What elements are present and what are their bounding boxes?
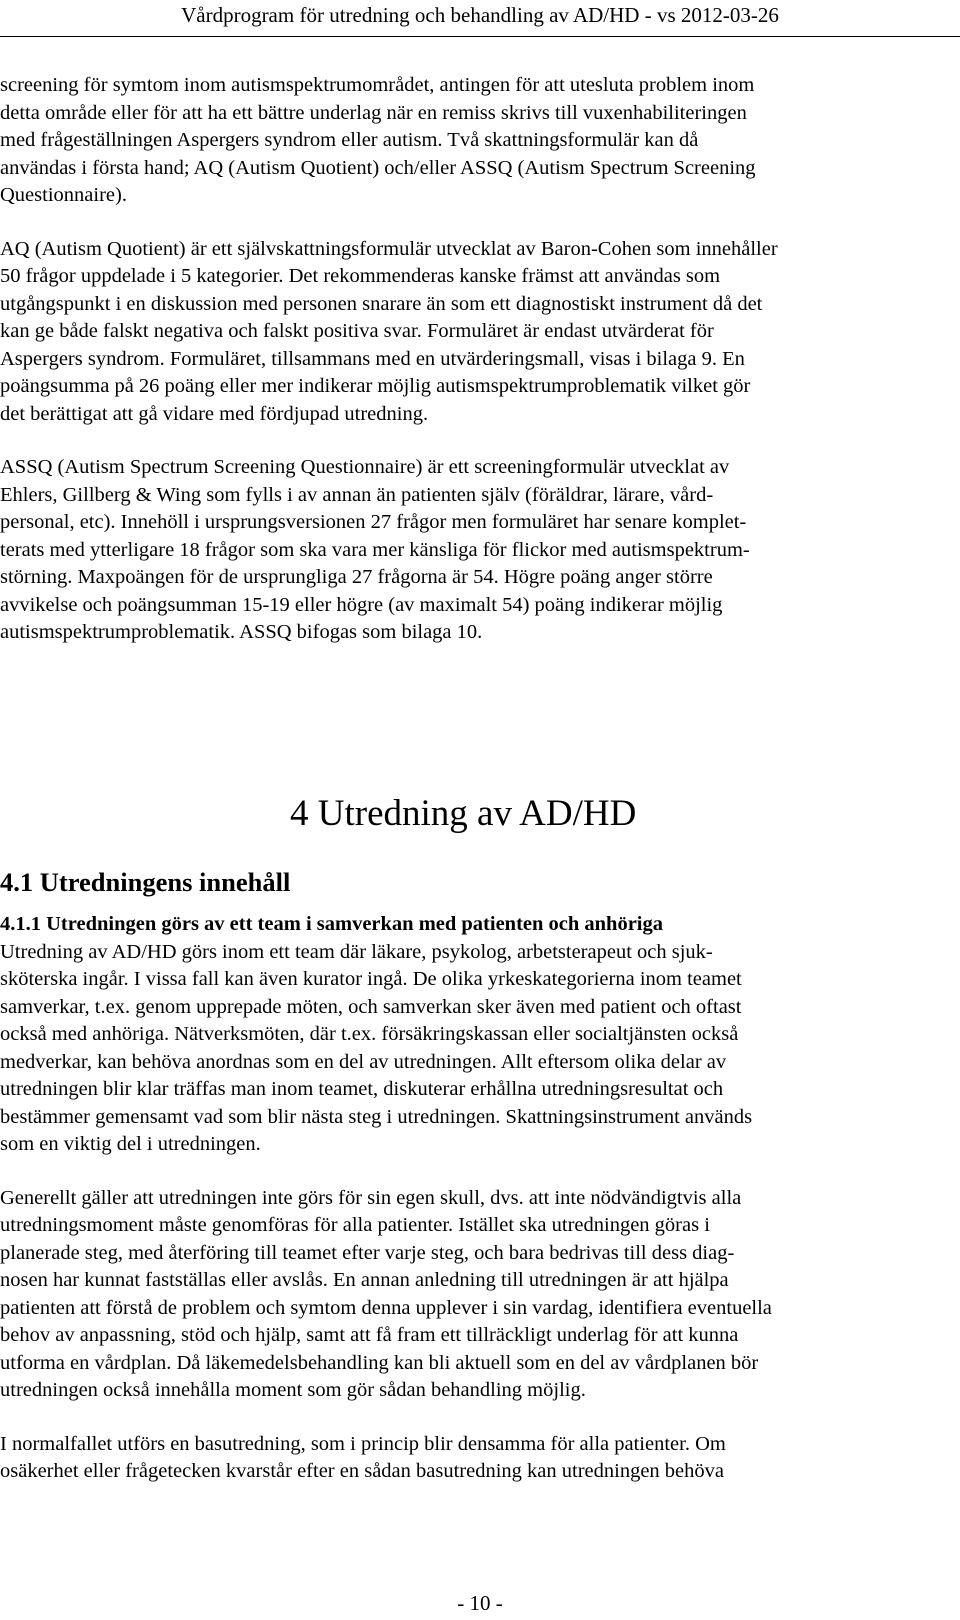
text-line: det berättigat att gå vidare med fördjupad utredning. [0,402,429,425]
page-number: - 10 - [457,1591,503,1615]
body-text-top [0,72,960,673]
text-line: bestämmer gemensamt vad som blir nästa steg i utredningen. Skattningsinstrument används [0,1105,753,1128]
text-line: Generellt gäller att utredningen inte görs för sin egen skull, dvs. att inte nödvändigtvis alla [0,1186,742,1209]
text-line: Ehlers, Gillberg & Wing som fylls i av annan än patienten själv (föräldrar, lärare, vård- [0,483,714,506]
header-rule [0,36,960,37]
text-line: utredningsmoment måste genomföras för alla patienter. Istället ska utredningen göras i [0,1214,710,1236]
text-line: Questionnaire). [0,184,127,206]
text-line: störning. Maxpoängen för de ursprungliga 27 frågorna är 54. Högre poäng anger större [0,566,713,588]
chapter-title: 4 Utredning av AD/HD [290,793,637,834]
text-line: terats med ytterligare 18 frågor som ska vara mer känsliga för flickor med autismspektrum- [0,538,750,561]
text-line: användas i första hand; AQ (Autism Quotient) och/eller ASSQ (Autism Spectrum Screening [0,156,756,179]
text-line: utredningen blir klar träffas man inom teamet, diskuterar erhållna utredningsresultat och [0,1078,724,1100]
text-line: poängsumma på 26 poäng eller mer indikerar möjlig autismspektrumproblematik vilket gör [0,375,751,397]
text-line: personal, etc). Innehöll i ursprungsversionen 27 frågor men formuläret har senare komplet- [0,511,747,533]
text-line: som en viktig del i utredningen. [0,1133,261,1155]
text-line: detta område eller för att ha ett bättre underlag när en remiss skrivs till vuxenhabiliteringen [0,101,747,124]
text-line: osäkerhet eller frågetecken kvarstår efter en sådan basutredning kan utredningen behöva [0,1460,725,1482]
paragraph-general [0,1185,960,1405]
text-line: AQ (Autism Quotient) är ett självskattningsformulär utvecklat av Baron-Cohen som innehåller [0,237,778,260]
text-line: också med anhöriga. Nätverksmöten, där t.ex. försäkringskassan eller socialtjänsten också [0,1023,739,1045]
text-line: ASSQ (Autism Spectrum Screening Questionnaire) är ett screeningformulär utvecklat av [0,456,730,478]
text-line: avvikelse och poängsumman 15-19 eller högre (av maximalt 54) poäng indikerar möjlig [0,593,723,616]
text-line: Aspergers syndrom. Formuläret, tillsammans med en utvärderingsmall, visas i bilaga 9. En [0,347,745,370]
text-line: kan ge både falskt negativa och falskt positiva svar. Formuläret är endast utvärderat för [0,320,714,342]
text-line: Utredning av AD/HD görs inom ett team där läkare, psykolog, arbetsterapeut och sjuk- [0,940,713,963]
text-line: autismspektrumproblematik. ASSQ bifogas som bilaga 10. [0,621,483,643]
section-title: 4.1 Utredningens innehåll [0,867,291,897]
paragraph-aq [0,236,960,429]
text-line: behov av anpassning, stöd och hjälp, samt att få fram ett tillräckligt underlag för att kunna [0,1324,739,1346]
paragraph-screening-intro [0,72,960,210]
text-line: utredningen också innehålla moment som gör sådan behandling möjlig. [0,1379,586,1401]
subsection-title: 4.1.1 Utredningen görs av ett team i samverkan med patienten och anhöriga [0,913,663,935]
text-line: planerade steg, med återföring till teamet efter varje steg, och bara bedrivas till dess diag- [0,1241,735,1264]
text-line: sköterska ingår. I vissa fall kan även kurator ingå. De olika yrkeskategorierna inom teamet [0,968,742,990]
text-line: medverkar, kan behöva anordnas som en del av utredningen. Allt eftersom olika delar av [0,1050,727,1073]
text-line: 50 frågor uppdelade i 5 kategorier. Det rekommenderas kanske främst att användas som [0,265,721,287]
text-line: utgångspunkt i en diskussion med personen snarare än som ett diagnostiskt instrument då det [0,292,763,315]
paragraph-basic-assessment [0,1431,960,1486]
running-header: Vårdprogram för utredning och behandling av AD/HD - vs 2012-03-26 [181,3,779,27]
text-line: utforma en vårdplan. Då läkemedelsbehandling kan bli aktuell som en del av vårdplanen bör [0,1351,759,1374]
text-line: screening för symtom inom autismspektrumområdet, antingen för att utesluta problem inom [0,74,755,96]
body-text-section [0,911,960,1512]
text-line: patienten att förstå de problem och symtom denna upplever i sin vardag, identifiera eventuella [0,1296,772,1319]
paragraph-team [0,939,960,1159]
text-line: nosen har kunnat fastställas eller avslås. En annan anledning till utredningen är att hjälpa [0,1269,729,1291]
paragraph-assq [0,454,960,647]
text-line: med frågeställningen Aspergers syndrom eller autism. Två skattningsformulär kan då [0,129,699,151]
text-line: I normalfallet utförs en basutredning, som i princip blir densamma för alla patienter. Om [0,1432,726,1455]
text-line: samverkar, t.ex. genom upprepade möten, och samverkan sker även med patient och oftast [0,995,742,1018]
